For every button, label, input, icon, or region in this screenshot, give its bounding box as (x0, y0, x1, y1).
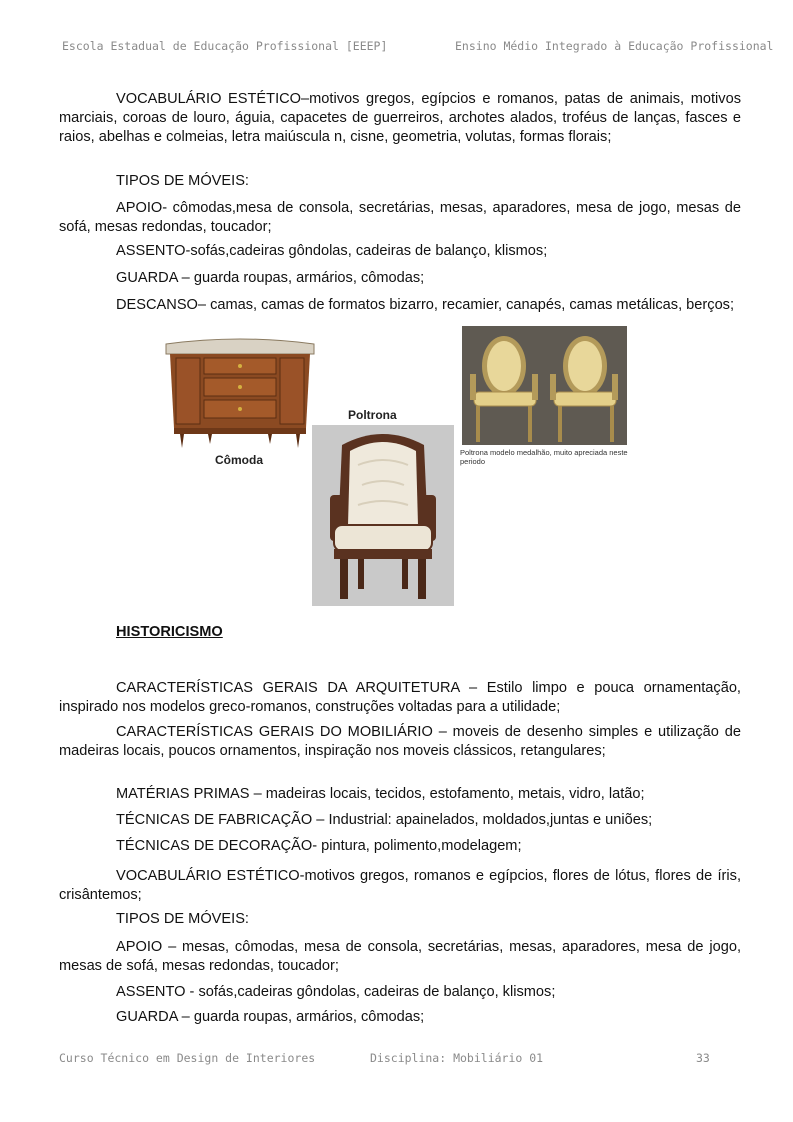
paragraph-tipos-1: TIPOS DE MÓVEIS: (116, 173, 249, 189)
paragraph-apoio-2: APOIO – mesas, cômodas, mesa de consola, secretárias, mesas, aparadores, mesa de jogo, mesas de sofá, mesas redondas, toucador; (59, 939, 741, 974)
paragraph-materias-primas: MATÉRIAS PRIMAS – madeiras locais, tecidos, estofamento, metais, vidro, latão; (116, 786, 645, 802)
footer-discipline: Disciplina: Mobiliário 01 (370, 1051, 544, 1065)
footer-page-number: 33 (696, 1051, 710, 1065)
paragraph-descanso-1: DESCANSO– camas, camas de formatos bizarro, recamier, canapés, camas metálicas, berços; (116, 297, 735, 313)
header-school: Escola Estadual de Educação Profissional [EEEP] (62, 39, 388, 53)
paragraph-tecnicas-fabricacao: TÉCNICAS DE FABRICAÇÃO – Industrial: apainelados, moldados,juntas e uniões; (116, 812, 653, 828)
paragraph-arquitetura: CARACTERÍSTICAS GERAIS DA ARQUITETURA – Estilo limpo e pouca ornamentação, inspirado nos modelos greco-romanos, construções voltadas para a utilidade; (59, 680, 741, 715)
paragraph-mobiliario: CARACTERÍSTICAS GERAIS DO MOBILIÁRIO – moveis de desenho simples e utilização de madeiras locais, poucos ornamentos, inspiração nos moveis clássicos, retangulares; (59, 724, 741, 759)
paragraph-guarda-1: GUARDA – guarda roupas, armários, cômodas; (116, 270, 425, 286)
medalhao-caption: Poltrona modelo medalhão, muito apreciada neste periodo (460, 448, 628, 466)
poltrona-image (312, 425, 454, 606)
header-program: Ensino Médio Integrado à Educação Profissional (455, 39, 774, 53)
poltrona-caption: Poltrona (348, 408, 397, 422)
section-heading-historicismo: HISTORICISMO (116, 624, 223, 640)
paragraph-assento-1: ASSENTO-sofás,cadeiras gôndolas, cadeiras de balanço, klismos; (116, 243, 548, 259)
medalhao-chairs-image (462, 326, 627, 445)
comoda-caption: Cômoda (215, 453, 263, 467)
footer-course: Curso Técnico em Design de Interiores (59, 1051, 316, 1065)
paragraph-apoio-1: APOIO- cômodas,mesa de consola, secretárias, mesas, aparadores, mesa de jogo, mesas de sofá, mesas redondas, toucador; (59, 200, 741, 235)
paragraph-vocabulario-2: VOCABULÁRIO ESTÉTICO-motivos gregos, romanos e egípcios, flores de lótus, flores de íris, crisântemos; (59, 868, 741, 903)
paragraph-vocabulario-1: VOCABULÁRIO ESTÉTICO–motivos gregos, egípcios e romanos, patas de animais, motivos marciais, coroas de louro, águia, capacetes de guerreiros, archotes alados, troféus de lanças, fasces e raios, abelhas e colmeias, letra maiúscula n, cisne, geometria, volutas, formas florais; (59, 91, 741, 145)
paragraph-tecnicas-decoracao: TÉCNICAS DE DECORAÇÃO- pintura, polimento,modelagem; (116, 838, 522, 854)
paragraph-guarda-2: GUARDA – guarda roupas, armários, cômodas; (116, 1009, 425, 1025)
paragraph-tipos-2: TIPOS DE MÓVEIS: (116, 911, 249, 927)
comoda-image (160, 336, 320, 454)
paragraph-assento-2: ASSENTO - sofás,cadeiras gôndolas, cadeiras de balanço, klismos; (116, 984, 556, 1000)
